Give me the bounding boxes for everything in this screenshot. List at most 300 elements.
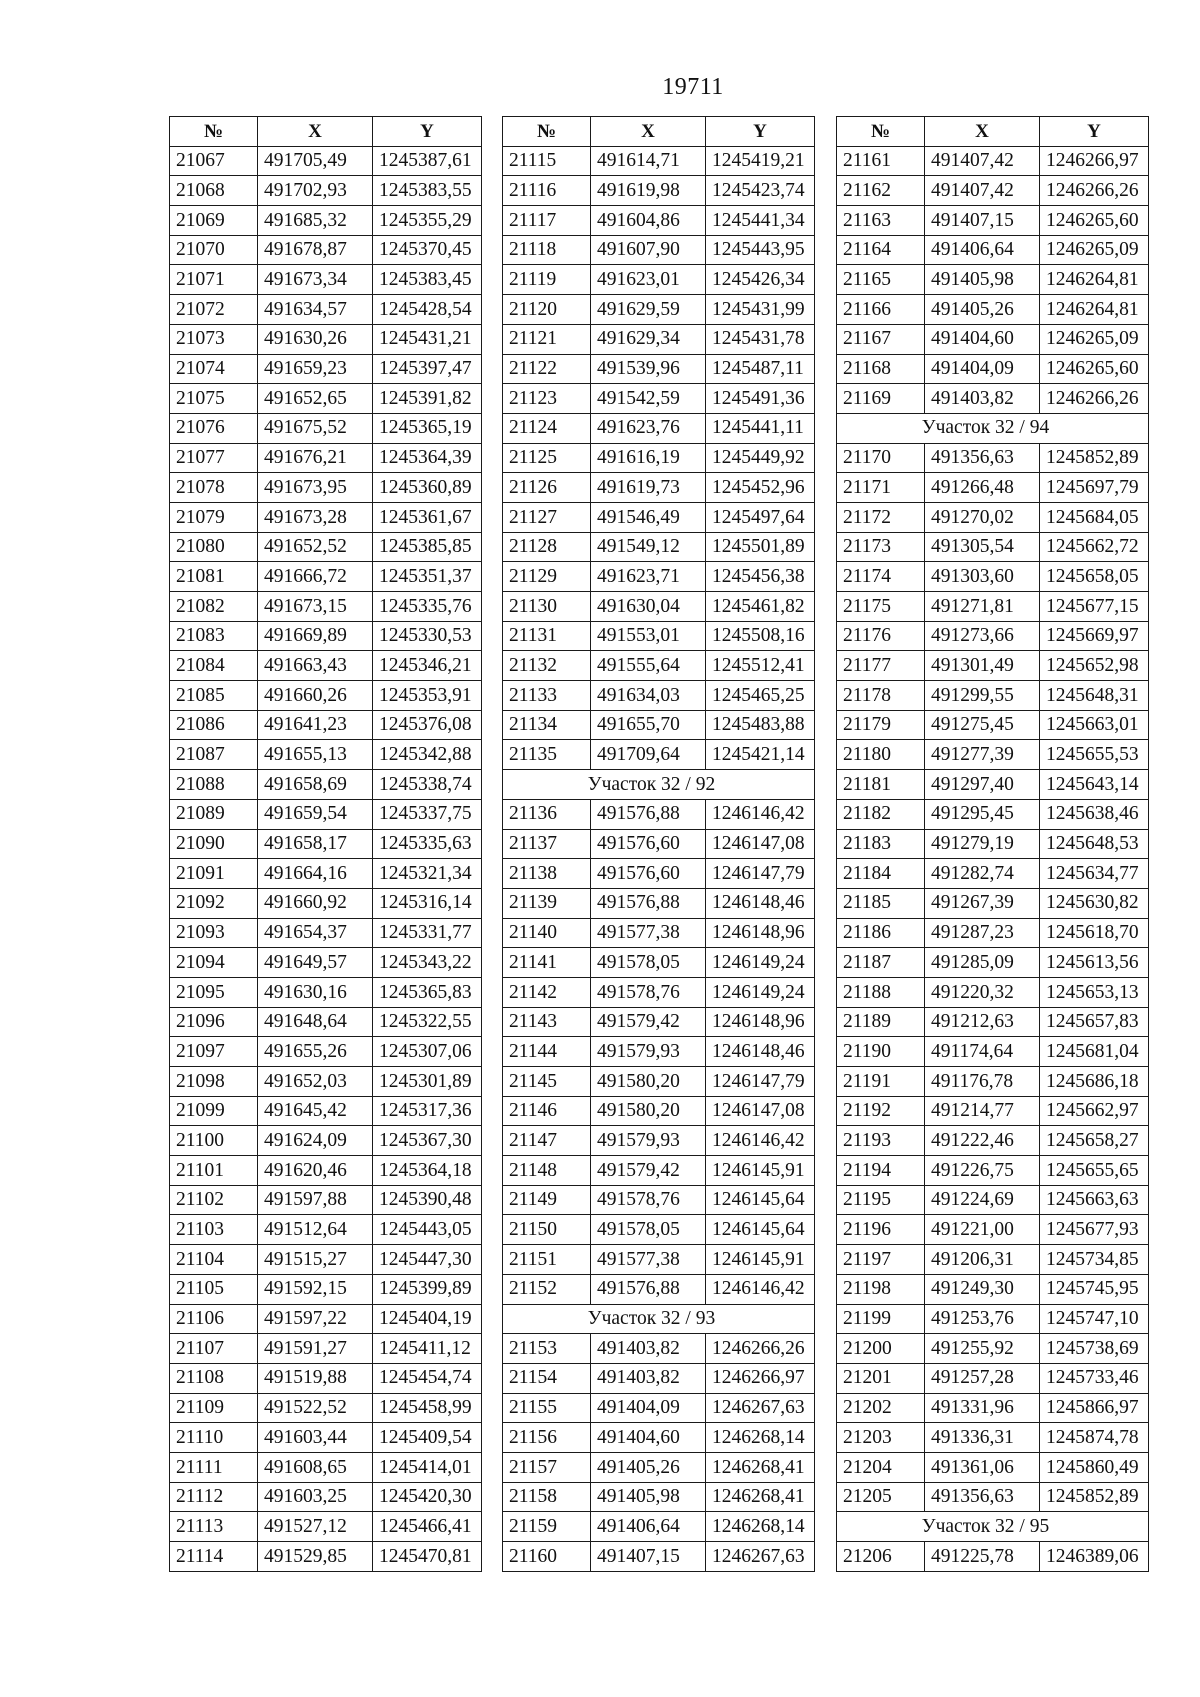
y-coordinate-cell: 1245466,41 — [373, 1512, 482, 1542]
y-coordinate-cell: 1245331,77 — [373, 918, 482, 948]
x-coordinate-cell: 491619,73 — [591, 473, 706, 503]
x-coordinate-cell: 491206,31 — [925, 1245, 1040, 1275]
y-coordinate-cell: 1245652,98 — [1040, 651, 1149, 681]
point-number-cell: 21140 — [503, 918, 591, 948]
y-coordinate-cell: 1245364,18 — [373, 1156, 482, 1186]
table-row — [503, 324, 815, 354]
point-number-cell: 21081 — [170, 562, 258, 592]
point-number-cell: 21122 — [503, 354, 591, 384]
point-number-cell: 21104 — [170, 1245, 258, 1275]
x-coordinate-cell: 491287,23 — [925, 918, 1040, 948]
y-coordinate-cell: 1246266,26 — [1040, 384, 1149, 414]
y-coordinate-cell: 1245648,53 — [1040, 829, 1149, 859]
point-number-cell: 21095 — [170, 977, 258, 1007]
y-coordinate-cell: 1245351,37 — [373, 562, 482, 592]
point-number-cell: 21085 — [170, 681, 258, 711]
x-coordinate-cell: 491580,20 — [591, 1096, 706, 1126]
y-coordinate-cell: 1245497,64 — [706, 502, 815, 532]
y-coordinate-cell: 1245458,99 — [373, 1393, 482, 1423]
point-number-cell: 21112 — [170, 1482, 258, 1512]
point-number-cell: 21172 — [837, 502, 925, 532]
y-coordinate-cell: 1246145,64 — [706, 1185, 815, 1215]
x-coordinate-cell: 491705,49 — [258, 146, 373, 176]
point-number-cell: 21182 — [837, 799, 925, 829]
column-header-y: Y — [373, 117, 482, 147]
y-coordinate-cell: 1245367,30 — [373, 1126, 482, 1156]
point-number-cell: 21123 — [503, 384, 591, 414]
table-row — [503, 1215, 815, 1245]
y-coordinate-cell: 1245321,34 — [373, 859, 482, 889]
x-coordinate-cell: 491660,92 — [258, 888, 373, 918]
y-coordinate-cell: 1245353,91 — [373, 681, 482, 711]
table-row — [170, 888, 482, 918]
table-row — [170, 621, 482, 651]
point-number-cell: 21071 — [170, 265, 258, 295]
table-row — [170, 413, 482, 443]
y-coordinate-cell: 1245866,97 — [1040, 1393, 1149, 1423]
point-number-cell: 21184 — [837, 859, 925, 889]
y-coordinate-cell: 1246266,26 — [1040, 176, 1149, 206]
table-row — [503, 1126, 815, 1156]
table-row — [837, 918, 1149, 948]
point-number-cell: 21195 — [837, 1185, 925, 1215]
point-number-cell: 21102 — [170, 1185, 258, 1215]
point-number-cell: 21153 — [503, 1334, 591, 1364]
table-row — [837, 443, 1149, 473]
table-row — [170, 918, 482, 948]
x-coordinate-cell: 491546,49 — [591, 502, 706, 532]
point-number-cell: 21145 — [503, 1067, 591, 1097]
y-coordinate-cell: 1245404,19 — [373, 1304, 482, 1334]
point-number-cell: 21155 — [503, 1393, 591, 1423]
table-row — [837, 295, 1149, 325]
x-coordinate-cell: 491542,59 — [591, 384, 706, 414]
table-row — [837, 1007, 1149, 1037]
x-coordinate-cell: 491406,64 — [925, 235, 1040, 265]
x-coordinate-cell: 491597,88 — [258, 1185, 373, 1215]
table-row — [837, 621, 1149, 651]
point-number-cell: 21136 — [503, 799, 591, 829]
point-number-cell: 21149 — [503, 1185, 591, 1215]
point-number-cell: 21169 — [837, 384, 925, 414]
table-row — [170, 1363, 482, 1393]
point-number-cell: 21202 — [837, 1393, 925, 1423]
table-row — [837, 651, 1149, 681]
point-number-cell: 21126 — [503, 473, 591, 503]
point-number-cell: 21159 — [503, 1512, 591, 1542]
y-coordinate-cell: 1245423,74 — [706, 176, 815, 206]
x-coordinate-cell: 491297,40 — [925, 770, 1040, 800]
point-number-cell: 21097 — [170, 1037, 258, 1067]
y-coordinate-cell: 1246265,60 — [1040, 354, 1149, 384]
table-row — [837, 146, 1149, 176]
y-coordinate-cell: 1245452,96 — [706, 473, 815, 503]
point-number-cell: 21141 — [503, 948, 591, 978]
point-number-cell: 21205 — [837, 1482, 925, 1512]
y-coordinate-cell: 1246267,63 — [706, 1542, 815, 1572]
x-coordinate-cell: 491614,71 — [591, 146, 706, 176]
x-coordinate-cell: 491620,46 — [258, 1156, 373, 1186]
table-row — [837, 1334, 1149, 1364]
table-row — [837, 1274, 1149, 1304]
y-coordinate-cell: 1245431,21 — [373, 324, 482, 354]
point-number-cell: 21201 — [837, 1363, 925, 1393]
y-coordinate-cell: 1245852,89 — [1040, 443, 1149, 473]
x-coordinate-cell: 491255,92 — [925, 1334, 1040, 1364]
x-coordinate-cell: 491577,38 — [591, 1245, 706, 1275]
point-number-cell: 21128 — [503, 532, 591, 562]
table-row — [837, 384, 1149, 414]
table-row — [503, 1363, 815, 1393]
point-number-cell: 21086 — [170, 710, 258, 740]
table-row — [837, 1067, 1149, 1097]
point-number-cell: 21160 — [503, 1542, 591, 1572]
table-row — [503, 532, 815, 562]
point-number-cell: 21194 — [837, 1156, 925, 1186]
table-row — [837, 770, 1149, 800]
point-number-cell: 21082 — [170, 592, 258, 622]
point-number-cell: 21174 — [837, 562, 925, 592]
table-row — [837, 206, 1149, 236]
y-coordinate-cell: 1245697,79 — [1040, 473, 1149, 503]
point-number-cell: 21132 — [503, 651, 591, 681]
point-number-cell: 21079 — [170, 502, 258, 532]
point-number-cell: 21099 — [170, 1096, 258, 1126]
y-coordinate-cell: 1245655,53 — [1040, 740, 1149, 770]
x-coordinate-cell: 491176,78 — [925, 1067, 1040, 1097]
x-coordinate-cell: 491407,15 — [925, 206, 1040, 236]
table-row — [837, 235, 1149, 265]
table-row — [503, 562, 815, 592]
y-coordinate-cell: 1245483,88 — [706, 710, 815, 740]
y-coordinate-cell: 1245385,85 — [373, 532, 482, 562]
table-row — [503, 651, 815, 681]
column-header-y: Y — [706, 117, 815, 147]
point-number-cell: 21117 — [503, 206, 591, 236]
y-coordinate-cell: 1246266,97 — [706, 1363, 815, 1393]
point-number-cell: 21094 — [170, 948, 258, 978]
table-row — [503, 1007, 815, 1037]
section-cell — [837, 1512, 1149, 1542]
point-number-cell: 21162 — [837, 176, 925, 206]
point-number-cell: 21124 — [503, 413, 591, 443]
point-number-cell: 21087 — [170, 740, 258, 770]
table-row — [170, 592, 482, 622]
table-row — [170, 1334, 482, 1364]
table-row — [170, 710, 482, 740]
y-coordinate-cell: 1245874,78 — [1040, 1423, 1149, 1453]
y-coordinate-cell: 1245508,16 — [706, 621, 815, 651]
x-coordinate-cell: 491669,89 — [258, 621, 373, 651]
section-row — [503, 770, 815, 800]
y-coordinate-cell: 1246146,42 — [706, 799, 815, 829]
y-coordinate-cell: 1245677,93 — [1040, 1215, 1149, 1245]
table-row — [503, 1393, 815, 1423]
table-row — [503, 977, 815, 1007]
y-coordinate-cell: 1245663,63 — [1040, 1185, 1149, 1215]
table-row — [503, 621, 815, 651]
point-number-cell: 21183 — [837, 829, 925, 859]
y-coordinate-cell: 1246146,42 — [706, 1274, 815, 1304]
point-number-cell: 21157 — [503, 1452, 591, 1482]
y-coordinate-cell: 1246265,09 — [1040, 324, 1149, 354]
table-row — [837, 1482, 1149, 1512]
x-coordinate-cell: 491658,69 — [258, 770, 373, 800]
x-coordinate-cell: 491404,09 — [591, 1393, 706, 1423]
x-coordinate-cell: 491659,54 — [258, 799, 373, 829]
y-coordinate-cell: 1246145,64 — [706, 1215, 815, 1245]
table-row — [503, 413, 815, 443]
x-coordinate-cell: 491404,09 — [925, 354, 1040, 384]
table-row — [837, 1363, 1149, 1393]
point-number-cell: 21203 — [837, 1423, 925, 1453]
x-coordinate-cell: 491257,28 — [925, 1363, 1040, 1393]
table-row — [837, 1096, 1149, 1126]
point-number-cell: 21103 — [170, 1215, 258, 1245]
point-number-cell: 21177 — [837, 651, 925, 681]
x-coordinate-cell: 491660,26 — [258, 681, 373, 711]
table-row — [503, 948, 815, 978]
table-row — [837, 829, 1149, 859]
x-coordinate-cell: 491592,15 — [258, 1274, 373, 1304]
point-number-cell: 21199 — [837, 1304, 925, 1334]
table-row — [170, 1452, 482, 1482]
y-coordinate-cell: 1245322,55 — [373, 1007, 482, 1037]
table-row — [170, 265, 482, 295]
y-coordinate-cell: 1246268,14 — [706, 1423, 815, 1453]
y-coordinate-cell: 1245426,34 — [706, 265, 815, 295]
y-coordinate-cell: 1245638,46 — [1040, 799, 1149, 829]
y-coordinate-cell: 1245390,48 — [373, 1185, 482, 1215]
point-number-cell: 21078 — [170, 473, 258, 503]
y-coordinate-cell: 1245330,53 — [373, 621, 482, 651]
table-row — [503, 740, 815, 770]
point-number-cell: 21070 — [170, 235, 258, 265]
y-coordinate-cell: 1246265,60 — [1040, 206, 1149, 236]
table-row — [170, 206, 482, 236]
point-number-cell: 21185 — [837, 888, 925, 918]
x-coordinate-cell: 491658,17 — [258, 829, 373, 859]
point-number-cell: 21101 — [170, 1156, 258, 1186]
y-coordinate-cell: 1245648,31 — [1040, 681, 1149, 711]
point-number-cell: 21089 — [170, 799, 258, 829]
point-number-cell: 21133 — [503, 681, 591, 711]
y-coordinate-cell: 1246147,79 — [706, 1067, 815, 1097]
table-row — [503, 384, 815, 414]
point-number-cell: 21127 — [503, 502, 591, 532]
point-number-cell: 21130 — [503, 592, 591, 622]
y-coordinate-cell: 1246264,81 — [1040, 265, 1149, 295]
x-coordinate-cell: 491271,81 — [925, 592, 1040, 622]
point-number-cell: 21188 — [837, 977, 925, 1007]
y-coordinate-cell: 1246149,24 — [706, 977, 815, 1007]
y-coordinate-cell: 1245745,95 — [1040, 1274, 1149, 1304]
x-coordinate-cell: 491576,88 — [591, 799, 706, 829]
table-row — [837, 502, 1149, 532]
y-coordinate-cell: 1245456,38 — [706, 562, 815, 592]
point-number-cell: 21105 — [170, 1274, 258, 1304]
point-number-cell: 21186 — [837, 918, 925, 948]
table-row — [503, 295, 815, 325]
table-row — [170, 235, 482, 265]
y-coordinate-cell: 1245465,25 — [706, 681, 815, 711]
y-coordinate-cell: 1246389,06 — [1040, 1542, 1149, 1572]
table-row — [170, 502, 482, 532]
table-row — [503, 1423, 815, 1453]
point-number-cell: 21077 — [170, 443, 258, 473]
point-number-cell: 21115 — [503, 146, 591, 176]
point-number-cell: 21143 — [503, 1007, 591, 1037]
table-row — [170, 651, 482, 681]
y-coordinate-cell: 1246148,96 — [706, 1007, 815, 1037]
point-number-cell: 21161 — [837, 146, 925, 176]
point-number-cell: 21163 — [837, 206, 925, 236]
x-coordinate-cell: 491603,25 — [258, 1482, 373, 1512]
table-row — [503, 473, 815, 503]
y-coordinate-cell: 1246268,14 — [706, 1512, 815, 1542]
x-coordinate-cell: 491301,49 — [925, 651, 1040, 681]
x-coordinate-cell: 491403,82 — [591, 1363, 706, 1393]
table-row — [837, 859, 1149, 889]
y-coordinate-cell: 1245684,05 — [1040, 502, 1149, 532]
x-coordinate-cell: 491576,60 — [591, 829, 706, 859]
y-coordinate-cell: 1245399,89 — [373, 1274, 482, 1304]
x-coordinate-cell: 491630,26 — [258, 324, 373, 354]
y-coordinate-cell: 1246149,24 — [706, 948, 815, 978]
y-coordinate-cell: 1245443,95 — [706, 235, 815, 265]
y-coordinate-cell: 1245365,19 — [373, 413, 482, 443]
point-number-cell: 21142 — [503, 977, 591, 1007]
point-number-cell: 21139 — [503, 888, 591, 918]
x-coordinate-cell: 491634,57 — [258, 295, 373, 325]
y-coordinate-cell: 1245738,69 — [1040, 1334, 1149, 1364]
y-coordinate-cell: 1245346,21 — [373, 651, 482, 681]
y-coordinate-cell: 1246264,81 — [1040, 295, 1149, 325]
column-header-number: № — [170, 117, 258, 147]
table-row — [170, 770, 482, 800]
point-number-cell: 21197 — [837, 1245, 925, 1275]
x-coordinate-cell: 491512,64 — [258, 1215, 373, 1245]
x-coordinate-cell: 491277,39 — [925, 740, 1040, 770]
table-row — [170, 1393, 482, 1423]
point-number-cell: 21190 — [837, 1037, 925, 1067]
y-coordinate-cell: 1246267,63 — [706, 1393, 815, 1423]
point-number-cell: 21137 — [503, 829, 591, 859]
table-row — [837, 1215, 1149, 1245]
y-coordinate-cell: 1246266,26 — [706, 1334, 815, 1364]
point-number-cell: 21150 — [503, 1215, 591, 1245]
point-number-cell: 21167 — [837, 324, 925, 354]
x-coordinate-cell: 491356,63 — [925, 443, 1040, 473]
coordinate-table-2 — [502, 116, 815, 1572]
x-coordinate-cell: 491608,65 — [258, 1452, 373, 1482]
table-row — [170, 1482, 482, 1512]
point-number-cell: 21110 — [170, 1423, 258, 1453]
table-row — [170, 295, 482, 325]
x-coordinate-cell: 491649,57 — [258, 948, 373, 978]
x-coordinate-cell: 491619,98 — [591, 176, 706, 206]
table-row — [837, 1393, 1149, 1423]
section-label: Участок 32 / 92 — [587, 773, 716, 795]
point-number-cell: 21125 — [503, 443, 591, 473]
y-coordinate-cell: 1245470,81 — [373, 1542, 482, 1572]
x-coordinate-cell: 491579,93 — [591, 1126, 706, 1156]
section-cell — [837, 413, 1149, 443]
point-number-cell: 21156 — [503, 1423, 591, 1453]
x-coordinate-cell: 491604,86 — [591, 206, 706, 236]
point-number-cell: 21181 — [837, 770, 925, 800]
table-row — [503, 1482, 815, 1512]
point-number-cell: 21191 — [837, 1067, 925, 1097]
table-row — [170, 176, 482, 206]
x-coordinate-cell: 491624,09 — [258, 1126, 373, 1156]
table-row — [170, 1423, 482, 1453]
y-coordinate-cell: 1245360,89 — [373, 473, 482, 503]
x-coordinate-cell: 491655,26 — [258, 1037, 373, 1067]
table-row — [837, 1542, 1149, 1572]
x-coordinate-cell: 491273,66 — [925, 621, 1040, 651]
x-coordinate-cell: 491607,90 — [591, 235, 706, 265]
x-coordinate-cell: 491652,03 — [258, 1067, 373, 1097]
x-coordinate-cell: 491652,65 — [258, 384, 373, 414]
table-row — [170, 829, 482, 859]
point-number-cell: 21118 — [503, 235, 591, 265]
x-coordinate-cell: 491214,77 — [925, 1096, 1040, 1126]
y-coordinate-cell: 1245397,47 — [373, 354, 482, 384]
point-number-cell: 21178 — [837, 681, 925, 711]
x-coordinate-cell: 491576,60 — [591, 859, 706, 889]
point-number-cell: 21111 — [170, 1452, 258, 1482]
section-cell — [503, 1304, 815, 1334]
x-coordinate-cell: 491222,46 — [925, 1126, 1040, 1156]
y-coordinate-cell: 1245734,85 — [1040, 1245, 1149, 1275]
point-number-cell: 21083 — [170, 621, 258, 651]
y-coordinate-cell: 1245449,92 — [706, 443, 815, 473]
table-row — [503, 1512, 815, 1542]
x-coordinate-cell: 491522,52 — [258, 1393, 373, 1423]
point-number-cell: 21120 — [503, 295, 591, 325]
y-coordinate-cell: 1245428,54 — [373, 295, 482, 325]
x-coordinate-cell: 491645,42 — [258, 1096, 373, 1126]
y-coordinate-cell: 1245747,10 — [1040, 1304, 1149, 1334]
page-number: 19711 — [662, 74, 724, 100]
x-coordinate-cell: 491407,42 — [925, 176, 1040, 206]
y-coordinate-cell: 1245860,49 — [1040, 1452, 1149, 1482]
x-coordinate-cell: 491675,52 — [258, 413, 373, 443]
point-number-cell: 21192 — [837, 1096, 925, 1126]
point-number-cell: 21109 — [170, 1393, 258, 1423]
table-row — [503, 502, 815, 532]
point-number-cell: 21106 — [170, 1304, 258, 1334]
y-coordinate-cell: 1245335,76 — [373, 592, 482, 622]
y-coordinate-cell: 1245447,30 — [373, 1245, 482, 1275]
table-row — [837, 354, 1149, 384]
point-number-cell: 21114 — [170, 1542, 258, 1572]
x-coordinate-cell: 491663,43 — [258, 651, 373, 681]
table-row — [170, 977, 482, 1007]
x-coordinate-cell: 491629,34 — [591, 324, 706, 354]
x-coordinate-cell: 491580,20 — [591, 1067, 706, 1097]
x-coordinate-cell: 491174,64 — [925, 1037, 1040, 1067]
table-row — [170, 859, 482, 889]
table-row — [503, 918, 815, 948]
y-coordinate-cell: 1245338,74 — [373, 770, 482, 800]
table-row — [837, 1423, 1149, 1453]
x-coordinate-cell: 491226,75 — [925, 1156, 1040, 1186]
x-coordinate-cell: 491623,01 — [591, 265, 706, 295]
y-coordinate-cell: 1245370,45 — [373, 235, 482, 265]
column-header-x: X — [591, 117, 706, 147]
